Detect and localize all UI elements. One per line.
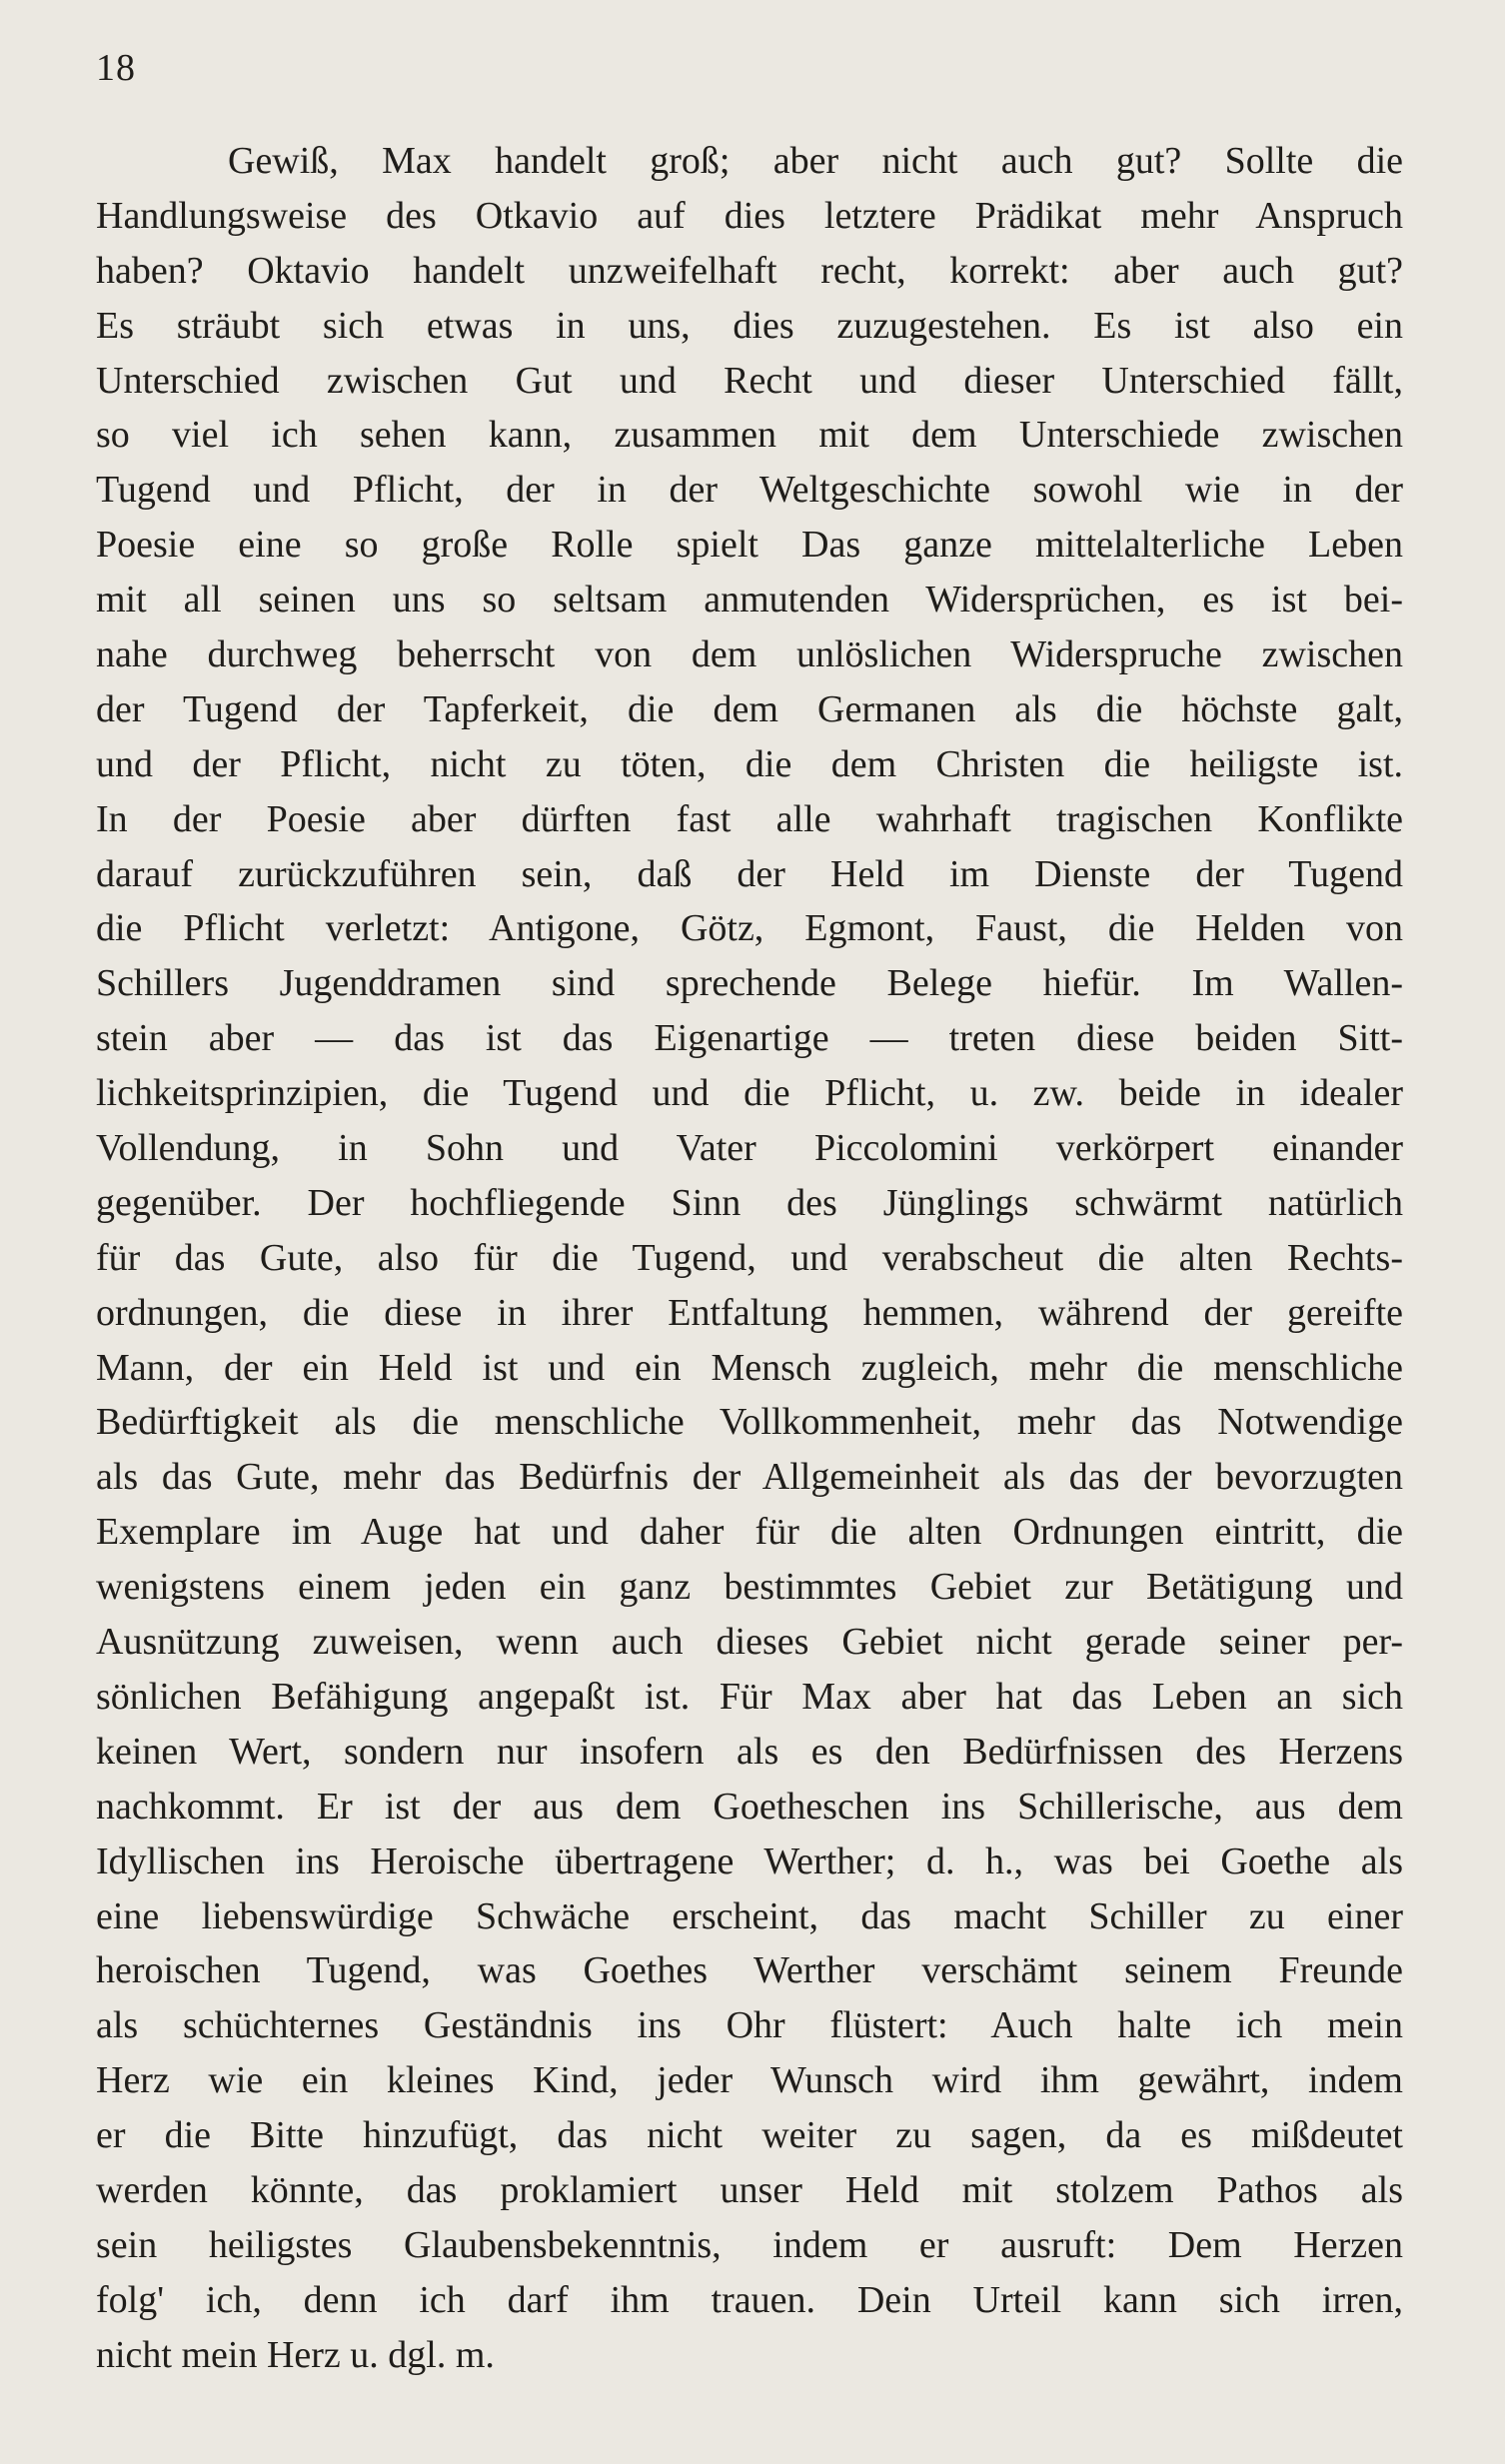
text-line: Vollendung, in Sohn und Vater Piccolomini verkörpert einander [96, 1127, 1403, 1170]
text-line: Bedürftigkeit als die menschliche Vollkommenheit, mehr das Notwendige [96, 1401, 1403, 1444]
text-line: lichkeitsprinzipien, die Tugend und die Pflicht, u. zw. beide in idealer [96, 1072, 1403, 1115]
text-line: Mann, der ein Held ist und ein Mensch zugleich, mehr die menschliche [96, 1346, 1403, 1389]
text-line: als das Gute, mehr das Bedürfnis der Allgemeinheit als das der bevorzugten [96, 1456, 1403, 1499]
text-line: stein aber — das ist das Eigenartige — treten diese beiden Sitt- [96, 1017, 1403, 1060]
text-line: und der Pflicht, nicht zu töten, die dem Christen die heiligste ist. [96, 742, 1403, 785]
text-line: darauf zurückzuführen sein, daß der Held im Dienste der Tugend [96, 852, 1403, 895]
body-text [96, 134, 1403, 2383]
text-line: Schillers Jugenddramen sind sprechende Belege hiefür. Im Wallen- [96, 962, 1403, 1005]
text-line: folg' ich, denn ich darf ihm trauen. Dein Urteil kann sich irren, [96, 2278, 1403, 2321]
text-line: die Pflicht verletzt: Antigone, Götz, Egmont, Faust, die Helden von [96, 907, 1403, 950]
text-line: Handlungsweise des Otkavio auf dies letztere Prädikat mehr Anspruch [96, 194, 1403, 237]
text-line: sönlichen Befähigung angepaßt ist. Für Max aber hat das Leben an sich [96, 1675, 1403, 1718]
text-line: Exemplare im Auge hat und daher für die alten Ordnungen eintritt, die [96, 1511, 1403, 1554]
text-line: als schüchternes Geständnis ins Ohr flüstert: Auch halte ich mein [96, 2004, 1403, 2047]
text-line: der Tugend der Tapferkeit, die dem Germanen als die höchste galt, [96, 687, 1403, 730]
text-line: eine liebenswürdige Schwäche erscheint, das macht Schiller zu einer [96, 1894, 1403, 1937]
text-line: heroischen Tugend, was Goethes Werther verschämt seinem Freunde [96, 1949, 1403, 1992]
text-line: haben? Oktavio handelt unzweifelhaft recht, korrekt: aber auch gut? [96, 249, 1403, 292]
text-line: ordnungen, die diese in ihrer Entfaltung hemmen, während der gereifte [96, 1291, 1403, 1334]
text-line: nicht mein Herz u. dgl. m. [96, 2333, 495, 2376]
text-line: keinen Wert, sondern nur insofern als es den Bedürfnissen des Herzens [96, 1730, 1403, 1773]
text-line: er die Bitte hinzufügt, das nicht weiter zu sagen, da es mißdeutet [96, 2114, 1403, 2157]
text-line: Herz wie ein kleines Kind, jeder Wunsch wird ihm gewährt, indem [96, 2059, 1403, 2102]
text-line: Tugend und Pflicht, der in der Weltgeschichte sowohl wie in der [96, 469, 1403, 512]
text-line: nahe durchweg beherrscht von dem unlöslichen Widerspruche zwischen [96, 633, 1403, 676]
text-line: für das Gute, also für die Tugend, und verabscheut die alten Rechts- [96, 1236, 1403, 1279]
text-line: wenigstens einem jeden ein ganz bestimmtes Gebiet zur Betätigung und [96, 1566, 1403, 1609]
text-line: Unterschied zwischen Gut und Recht und dieser Unterschied fällt, [96, 359, 1403, 402]
text-line: In der Poesie aber dürften fast alle wahrhaft tragischen Konflikte [96, 797, 1403, 840]
text-line: nachkommt. Er ist der aus dem Goetheschen ins Schillerische, aus dem [96, 1785, 1403, 1828]
text-line: werden könnte, das proklamiert unser Held mit stolzem Pathos als [96, 2168, 1403, 2211]
text-line: Idyllischen ins Heroische übertragene Werther; d. h., was bei Goethe als [96, 1840, 1403, 1882]
text-line: Es sträubt sich etwas in uns, dies zuzugestehen. Es ist also ein [96, 304, 1403, 347]
page-number: 18 [96, 47, 136, 89]
text-line: so viel ich sehen kann, zusammen mit dem Unterschiede zwischen [96, 414, 1403, 457]
text-line: Poesie eine so große Rolle spielt Das ganze mittelalterliche Leben [96, 524, 1403, 567]
text-line: gegenüber. Der hochfliegende Sinn des Jünglings schwärmt natürlich [96, 1181, 1403, 1224]
text-line: sein heiligstes Glaubensbekenntnis, indem er ausruft: Dem Herzen [96, 2223, 1403, 2266]
text-line: Gewiß, Max handelt groß; aber nicht auch gut? Sollte die [228, 140, 1403, 182]
text-line: mit all seinen uns so seltsam anmutenden Widersprüchen, es ist bei- [96, 579, 1403, 621]
text-line: Ausnützung zuweisen, wenn auch dieses Gebiet nicht gerade seiner per- [96, 1621, 1403, 1664]
